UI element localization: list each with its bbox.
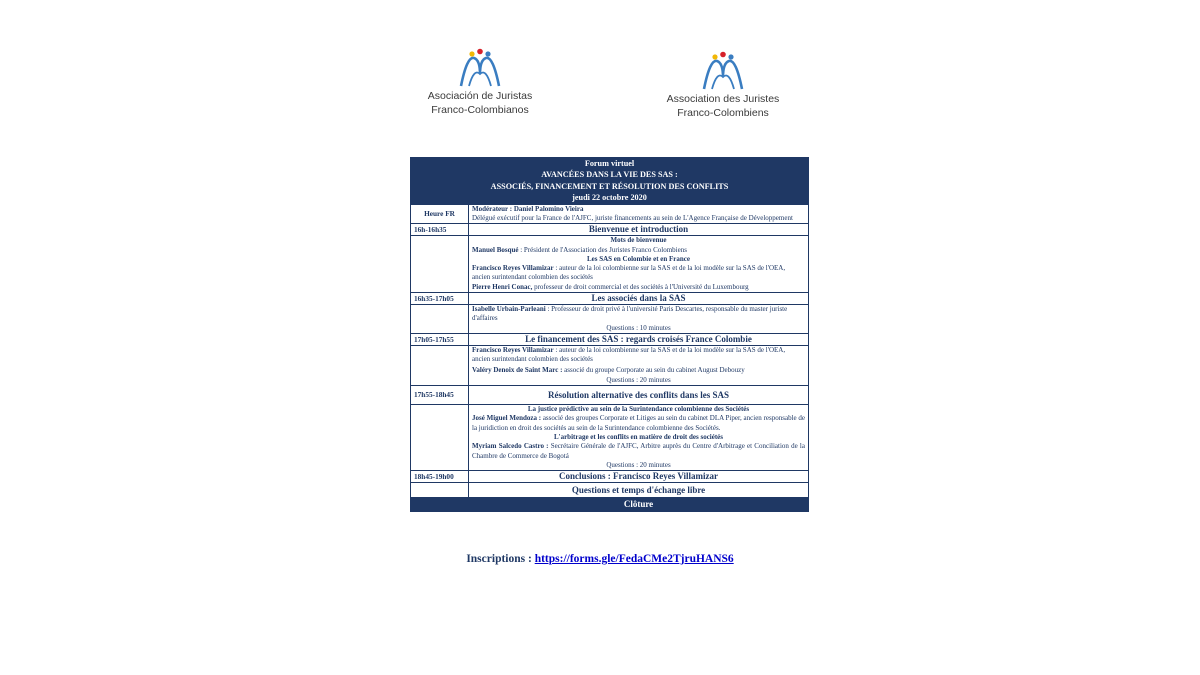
- moderator-cell: [469, 204, 809, 224]
- session-4-time: 17h55-18h45: [411, 386, 469, 405]
- speaker-name: Francisco Reyes Villamizar: [472, 345, 554, 354]
- session-1-content: [469, 236, 809, 293]
- session-2-time: 16h35-17h05: [411, 293, 469, 305]
- closing-label: Clôture: [469, 498, 809, 512]
- header-forum: Forum virtuel: [584, 159, 635, 168]
- speaker-name: Isabelle Urbain-Parleani: [472, 305, 546, 313]
- session-3-title-row: [411, 333, 809, 345]
- program-header: [411, 158, 809, 205]
- session-3-time: 17h05-17h55: [411, 333, 469, 345]
- session-5-questions-row: [411, 483, 809, 498]
- speaker-desc: associé du groupe Corporate au sein du cabinet August Debouzy: [562, 366, 745, 375]
- program-table: [410, 157, 809, 512]
- logo-right-line2: Franco-Colombiens: [677, 107, 769, 119]
- time-label: Heure FR: [411, 204, 469, 224]
- speaker-desc: associé des groupes Corporate et Litiges au sein du cabinet DLA Piper, ancien responsable de la juridiction en droit des sociétés au sein de la Surintendance colombienne des Sociétés.: [472, 414, 805, 432]
- logo-asociacion-juristas: [410, 48, 550, 116]
- session-1-sub1: Mots de bienvenue: [610, 236, 667, 245]
- speaker-desc: : auteur de la loi colombienne sur la SAS et de la loi modèle sur la SAS de l'OEA, ancien surintendant colombien des sociétés: [472, 264, 786, 282]
- moderator-name: Modérateur : Daniel Palomino Vieira: [472, 204, 584, 213]
- speaker-desc: : auteur de la loi colombienne sur la SAS et de la loi modèle sur la SAS de l'OEA, ancien surintendant colombien des sociétés: [472, 345, 786, 364]
- session-3-content-row: [411, 345, 809, 385]
- session-2-title: Les associés dans la SAS: [469, 293, 809, 305]
- ajfc-logo-mark: [700, 51, 746, 91]
- header-row: [411, 158, 809, 205]
- session-4-title: Résolution alternative des conflits dans les SAS: [469, 386, 809, 405]
- moderator-row: [411, 204, 809, 224]
- speaker-name: Manuel Bosqué: [472, 245, 519, 254]
- speaker-name: Francisco Reyes Villamizar: [472, 264, 554, 273]
- session-5-title-row: [411, 471, 809, 483]
- speaker-name: Pierre Henri Conac,: [472, 282, 533, 291]
- session-4-sub2: L'arbitrage et les conflits en matière de droit des sociétés: [553, 432, 724, 441]
- session-4-content-row: [411, 405, 809, 471]
- inscriptions-label: Inscriptions :: [466, 553, 535, 565]
- header-date: jeudi 22 octobre 2020: [572, 193, 647, 203]
- session-5-title2: Questions et temps d'échange libre: [469, 483, 809, 498]
- moderator-desc: Délégué exécutif pour la France de l'AJFC, juriste financements au sein de L'Agence Française de Développement: [472, 213, 793, 222]
- logo-left-line1: Asociación de Juristas: [427, 90, 533, 102]
- speaker-name: José Miguel Mendoza :: [472, 414, 542, 423]
- session-2-content: [469, 305, 809, 334]
- header-title: AVANCÉES DANS LA VIE DES SAS :: [541, 170, 678, 180]
- session-2-content-row: [411, 305, 809, 334]
- session-3-content: [469, 345, 809, 385]
- speaker-name: Valéry Denoix de Saint Marc :: [472, 366, 563, 375]
- logo-left-line2: Franco-Colombianos: [431, 104, 529, 116]
- session-3-title: Le financement des SAS : regards croisés France Colombie: [469, 333, 809, 345]
- speaker-desc: : Professeur de droit privé à l'université Paris Descartes, responsable du master juriste d'affaires: [472, 305, 788, 323]
- session-2-title-row: [411, 293, 809, 305]
- session-1-sub2: Les SAS en Colombie et en France: [586, 254, 691, 263]
- session-1-time: 16h-16h35: [411, 224, 469, 236]
- session-4-questions: Questions : 20 minutes: [606, 460, 671, 469]
- closing-row: [411, 498, 809, 512]
- session-1-title: Bienvenue et introduction: [469, 224, 809, 236]
- session-5-time: 18h45-19h00: [411, 471, 469, 483]
- session-1-title-row: [411, 224, 809, 236]
- inscriptions: [0, 553, 1200, 565]
- logo-right-line1: Association des Juristes: [666, 93, 780, 105]
- session-4-title-row: [411, 386, 809, 405]
- session-5-title: Conclusions : Francisco Reyes Villamizar: [469, 471, 809, 483]
- speaker-desc: : Président de l'Association des Juristes Franco Colombiens: [518, 245, 687, 254]
- speaker-name: Myriam Salcedo Castro :: [472, 442, 549, 451]
- session-1-content-row: [411, 236, 809, 293]
- logo-association-juristes: [653, 48, 793, 119]
- header-subtitle: ASSOCIÉS, FINANCEMENT ET RÉSOLUTION DES CONFLITS: [490, 181, 729, 191]
- ajfc-logo-mark: [457, 48, 503, 88]
- speaker-desc: Secrétaire Générale de l'AJFC, Arbitre auprès du Centre d'Arbitrage et Conciliation de la Chambre de Commerce de Bogotá: [472, 442, 805, 460]
- session-3-questions: Questions : 20 minutes: [606, 375, 671, 384]
- session-4-content: [469, 405, 809, 471]
- speaker-desc: professeur de droit commercial et des sociétés à l'Université du Luxembourg: [532, 282, 749, 291]
- session-2-questions: Questions : 10 minutes: [606, 323, 671, 332]
- inscriptions-link[interactable]: https://forms.gle/FedaCMe2TjruHANS6: [534, 553, 734, 565]
- session-4-sub1: La justice prédictive au sein de la Surintendance colombienne des Sociétés: [527, 405, 750, 414]
